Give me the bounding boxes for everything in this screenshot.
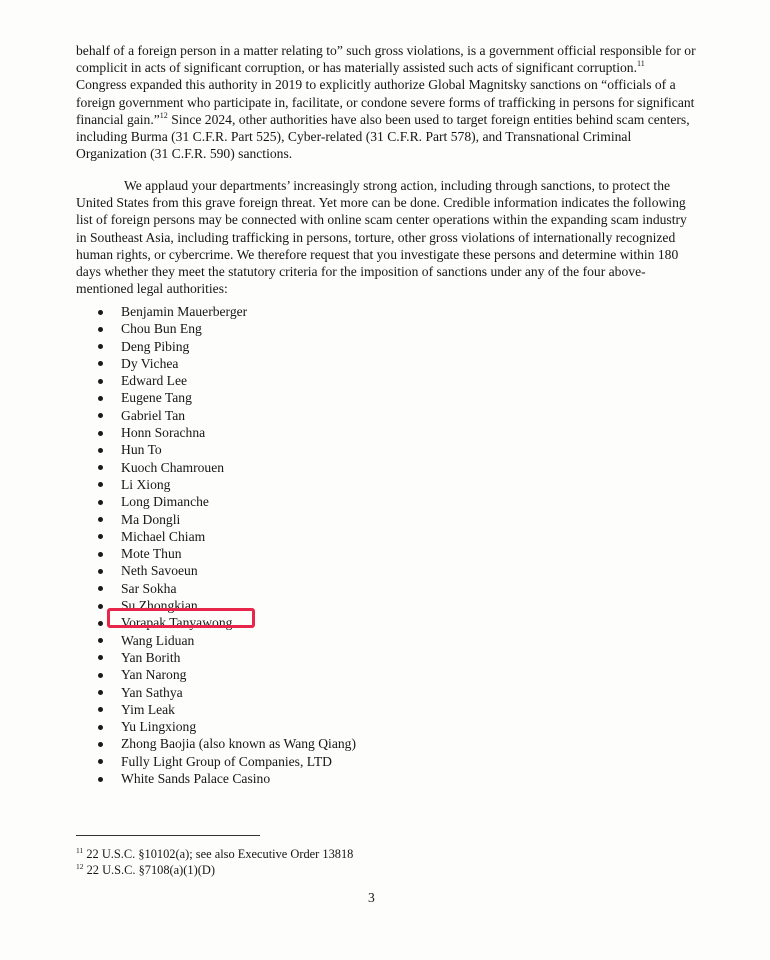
bullet-icon — [98, 361, 103, 366]
paragraph-text: behalf of a foreign person in a matter relating to” such gross violations, is a government official responsible for or complicit in acts of significant corruption, or has materially assisted such acts of significant corruption. — [76, 43, 696, 76]
paragraph-sanctions-authority — [76, 42, 696, 162]
bullet-icon — [98, 431, 103, 436]
bullet-icon — [98, 725, 103, 730]
bullet-icon — [98, 517, 103, 522]
bullet-icon — [98, 379, 103, 384]
highlight-box — [107, 608, 255, 628]
bullet-icon — [98, 673, 103, 678]
bullet-icon — [98, 655, 103, 660]
bullet-icon — [98, 621, 103, 626]
footnote-ref-11: 11 — [636, 59, 645, 69]
footnote-11 — [76, 847, 353, 862]
bullet-icon — [98, 707, 103, 712]
footnote-text: 22 U.S.C. §10102(a); see also Executive Order 13818 — [83, 847, 354, 861]
footnote-number: 11 — [76, 846, 84, 855]
footnote-text: 22 U.S.C. §7108(a)(1)(D) — [83, 863, 215, 877]
bullet-icon — [98, 396, 103, 401]
bullet-icon — [98, 586, 103, 591]
footnote-divider — [76, 835, 260, 836]
bullet-icon — [98, 448, 103, 453]
bullet-icon — [98, 482, 103, 487]
paragraph-text: Since 2024, other authorities have also been used to target foreign entities behind scam centers, including Burma (31 C.F.R. Part 525), Cyber-related (31 C.F.R. Part 578), and Transnational Criminal Organization (31 C.F.R. 590) sanctions. — [76, 111, 690, 162]
bullet-icon — [98, 552, 103, 557]
document-page: behalf of a foreign person in a matter relating to” such gross violations, is a government official responsible for or complicit in acts of significant corruption, or has materially assisted such acts of significant corruption.$^{11}$ Congress expanded this authority in 2019 to explicitly authorize Global Magnitsky sanctions on “officials of a foreign government who participate in, facilitate, or condone severe forms of trafficking in persons for significant financial gain.”$^{12}$ Since 2024, other authorities have also been used to target foreign entities behind scam centers, including Burma (31 C.F.R. Part 525), Cyber-related (31 C.F.R. Part 578), and Transnational Criminal Organization (31 C.F.R. 590) sanctions. We applaud your departments’ increasingly strong action, including through sanctions, to protect the United States from this grave foreign threat. Yet more can be done. Credible information indicates the following list of foreign persons may be connected with online scam center operations within the expanding scam industry in Southeast Asia, including trafficking in persons, torture, other gross violations of internationally recognized human rights, or cybercrime. We therefore request that you investigate these persons and determine within 180 days whether they meet the statutory criteria for the imposition of sanctions under any of the four above-mentioned legal authorities: Benjamin Mauerberger Chou Bun Eng Deng Pibing Dy Vichea Edward Lee Eugene Tang Gabriel Tan Honn Sorachna Hun To Kuoch Chamrouen Li Xiong Long Dimanche Ma Dongli Michael Chiam Mote Thun Neth Savoeun Sar Sokha Su Zhongkian Vorapak Tanyawong Wang Liduan Yan Borith Yan Narong Yan Sathya Yim Leak Yu Lingxiong Zhong Baojia (also known as Wang Qiang) Fully Light Group of Companies, LTD White Sands Palace Casino $^{11}$ 22 U.S.C. §10102(a); see also Executive Order 13818 $^{12}$ 22 U.S.C. §7108(a)(1)(D) 3 — [76, 43, 696, 905]
paragraph-request: We applaud your departments’ increasingly strong action, including through sanctions, to protect the United States from this grave foreign threat. Yet more can be done. Credible information indicates the following list of foreign persons may be connected with online scam center operations within the expanding scam industry in Southeast Asia, including trafficking in persons, torture, other gross violations of internationally recognized human rights, or cybercrime. We therefore request that you investigate these persons and determine within 180 days whether they meet the statutory criteria for the imposition of sanctions under any of the four above-mentioned legal authorities: — [76, 178, 687, 297]
page-number: 3 — [368, 890, 375, 905]
bullet-icon — [98, 604, 103, 609]
bullet-icon — [98, 465, 103, 470]
bullet-icon — [98, 759, 103, 764]
bullet-icon — [98, 413, 103, 418]
bullet-icon — [98, 569, 103, 574]
footnote-ref-12: 12 — [159, 110, 168, 120]
paragraph-text: Congress expanded this authority in 2019 to explicitly authorize Global Magnitsky sanctions on “officials of a foreign government who participate in, facilitate, or condone severe forms of trafficking in persons for significant financial gain.” — [76, 77, 695, 127]
bullet-icon — [98, 534, 103, 539]
bullet-icon — [98, 500, 103, 505]
footnote-number: 12 — [76, 862, 84, 871]
footnote-12 — [76, 863, 215, 878]
bullet-icon — [98, 344, 103, 349]
bullet-icon — [98, 690, 103, 695]
bullet-icon — [98, 742, 103, 747]
bullet-icon — [98, 777, 103, 782]
bullet-icon — [98, 638, 103, 643]
bullet-icon — [98, 310, 103, 315]
bullet-icon — [98, 327, 103, 332]
